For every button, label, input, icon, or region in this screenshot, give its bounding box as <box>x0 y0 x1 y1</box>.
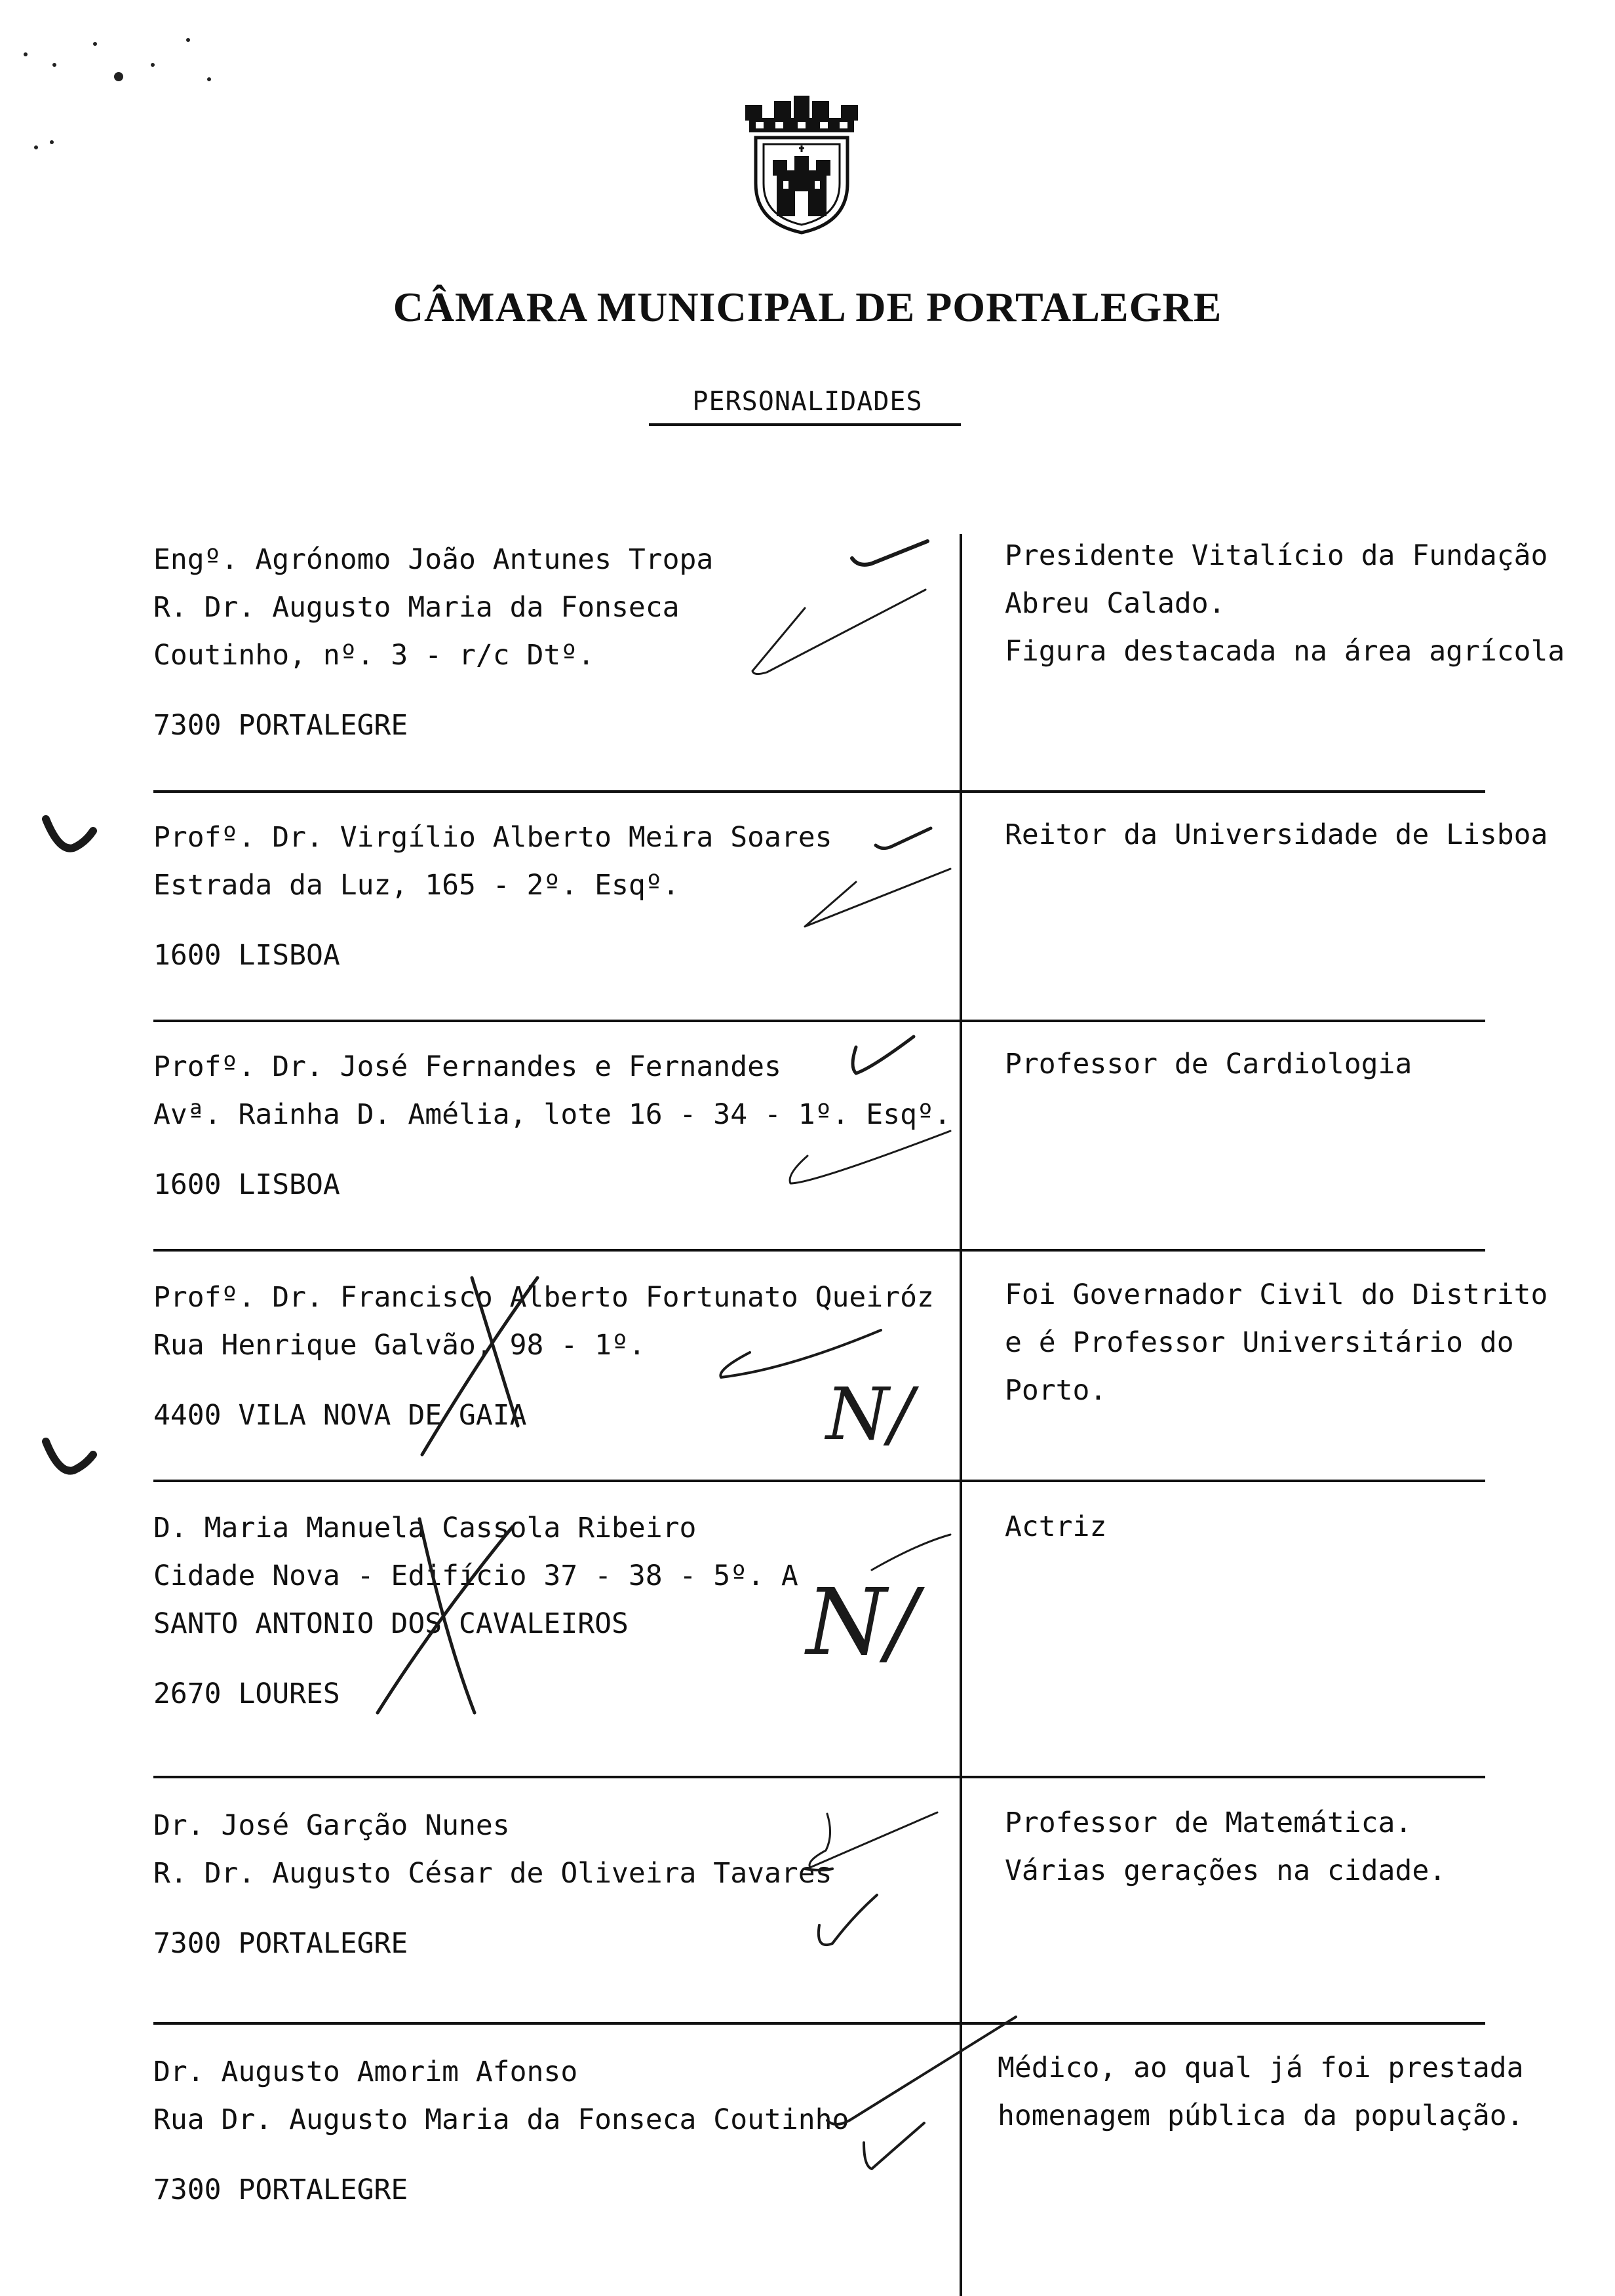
page-title: CÂMARA MUNICIPAL DE PORTALEGRE <box>393 284 1222 330</box>
entry-city: 4400 VILA NOVA DE GAIA <box>153 1399 527 1432</box>
personality-entry <box>153 1504 940 1718</box>
entry-address: Estrada da Luz, 165 - 2º. Esqº. <box>153 869 680 902</box>
entry-address: SANTO ANTONIO DOS CAVALEIROS <box>153 1607 629 1640</box>
entry-city: 1600 LISBOA <box>153 939 340 972</box>
row-divider <box>153 790 1485 793</box>
note-line: Professor de Cardiologia <box>1005 1048 1412 1081</box>
personality-note <box>998 2044 1587 2140</box>
personality-note <box>1005 1041 1595 1088</box>
entry-address: Coutinho, nº. 3 - r/c Dtº. <box>153 639 595 672</box>
personality-entry <box>153 1043 951 1209</box>
entry-city: 1600 LISBOA <box>153 1168 340 1201</box>
row-divider <box>153 1249 1485 1252</box>
entry-address: Avª. Rainha D. Amélia, lote 16 - 34 - 1º. Esqº. <box>153 1098 951 1131</box>
personality-entry <box>153 1274 940 1440</box>
personality-note <box>1005 1503 1595 1551</box>
entry-city: 7300 PORTALEGRE <box>153 709 408 742</box>
handwritten-mark-text: N/ <box>806 1569 918 1676</box>
municipal-crest-icon <box>736 92 867 236</box>
personality-note <box>1005 532 1595 676</box>
row-divider <box>153 1020 1485 1022</box>
subtitle-underline <box>649 423 961 426</box>
personality-entry <box>153 2048 940 2214</box>
note-line: Professor de Matemática. <box>1005 1807 1412 1839</box>
personality-entry <box>153 814 940 980</box>
entry-name: Engº. Agrónomo João Antunes Tropa <box>153 543 714 576</box>
entry-address: R. Dr. Augusto César de Oliveira Tavares <box>153 1857 832 1890</box>
personality-note <box>1005 1799 1595 1895</box>
entry-name: D. Maria Manuela Cassola Ribeiro <box>153 1512 697 1544</box>
entry-name: Dr. José Garção Nunes <box>153 1809 510 1842</box>
row-divider <box>153 1776 1485 1778</box>
row-divider <box>153 2022 1485 2025</box>
note-line: Várias gerações na cidade. <box>1005 1854 1447 1887</box>
margin-checkmark-icon <box>46 1442 93 1471</box>
personality-note <box>1005 1271 1595 1415</box>
column-divider <box>960 534 962 2296</box>
entry-city: 7300 PORTALEGRE <box>153 1927 408 1960</box>
note-line: Abreu Calado. <box>1005 587 1226 620</box>
note-line: Presidente Vitalício da Fundação <box>1005 539 1548 572</box>
entry-address: R. Dr. Augusto Maria da Fonseca <box>153 591 680 624</box>
entry-address: Cidade Nova - Edifício 37 - 38 - 5º. A <box>153 1559 798 1592</box>
handwritten-mark-text: N/ <box>826 1372 914 1456</box>
note-line: Foi Governador Civil do Distrito <box>1005 1278 1548 1311</box>
personality-note <box>1005 811 1595 859</box>
personality-entry <box>153 1802 940 1968</box>
personality-entry <box>153 536 940 750</box>
entry-address: Rua Henrique Galvão, 98 - 1º. <box>153 1329 646 1362</box>
note-line: Reitor da Universidade de Lisboa <box>1005 818 1548 851</box>
note-line: homenagem pública da população. <box>998 2099 1524 2132</box>
note-line: e é Professor Universitário do <box>1005 1326 1514 1359</box>
row-divider <box>153 1480 1485 1482</box>
entry-name: Dr. Augusto Amorim Afonso <box>153 2056 578 2088</box>
entry-city: 2670 LOURES <box>153 1677 340 1710</box>
note-line: Actriz <box>1005 1510 1107 1543</box>
entry-name: Profº. Dr. Francisco Alberto Fortunato Queiróz <box>153 1281 934 1314</box>
entry-city: 7300 PORTALEGRE <box>153 2173 408 2206</box>
note-line: Figura destacada na área agrícola <box>1005 635 1565 668</box>
entry-name: Profº. Dr. Virgílio Alberto Meira Soares <box>153 821 832 854</box>
entry-name: Profº. Dr. José Fernandes e Fernandes <box>153 1050 781 1083</box>
note-line: Porto. <box>1005 1374 1107 1407</box>
note-line: Médico, ao qual já foi prestada <box>998 2052 1524 2084</box>
entry-address: Rua Dr. Augusto Maria da Fonseca Coutinho <box>153 2103 849 2136</box>
margin-checkmark-icon <box>46 819 93 849</box>
section-subtitle: PERSONALIDADES <box>692 387 923 417</box>
